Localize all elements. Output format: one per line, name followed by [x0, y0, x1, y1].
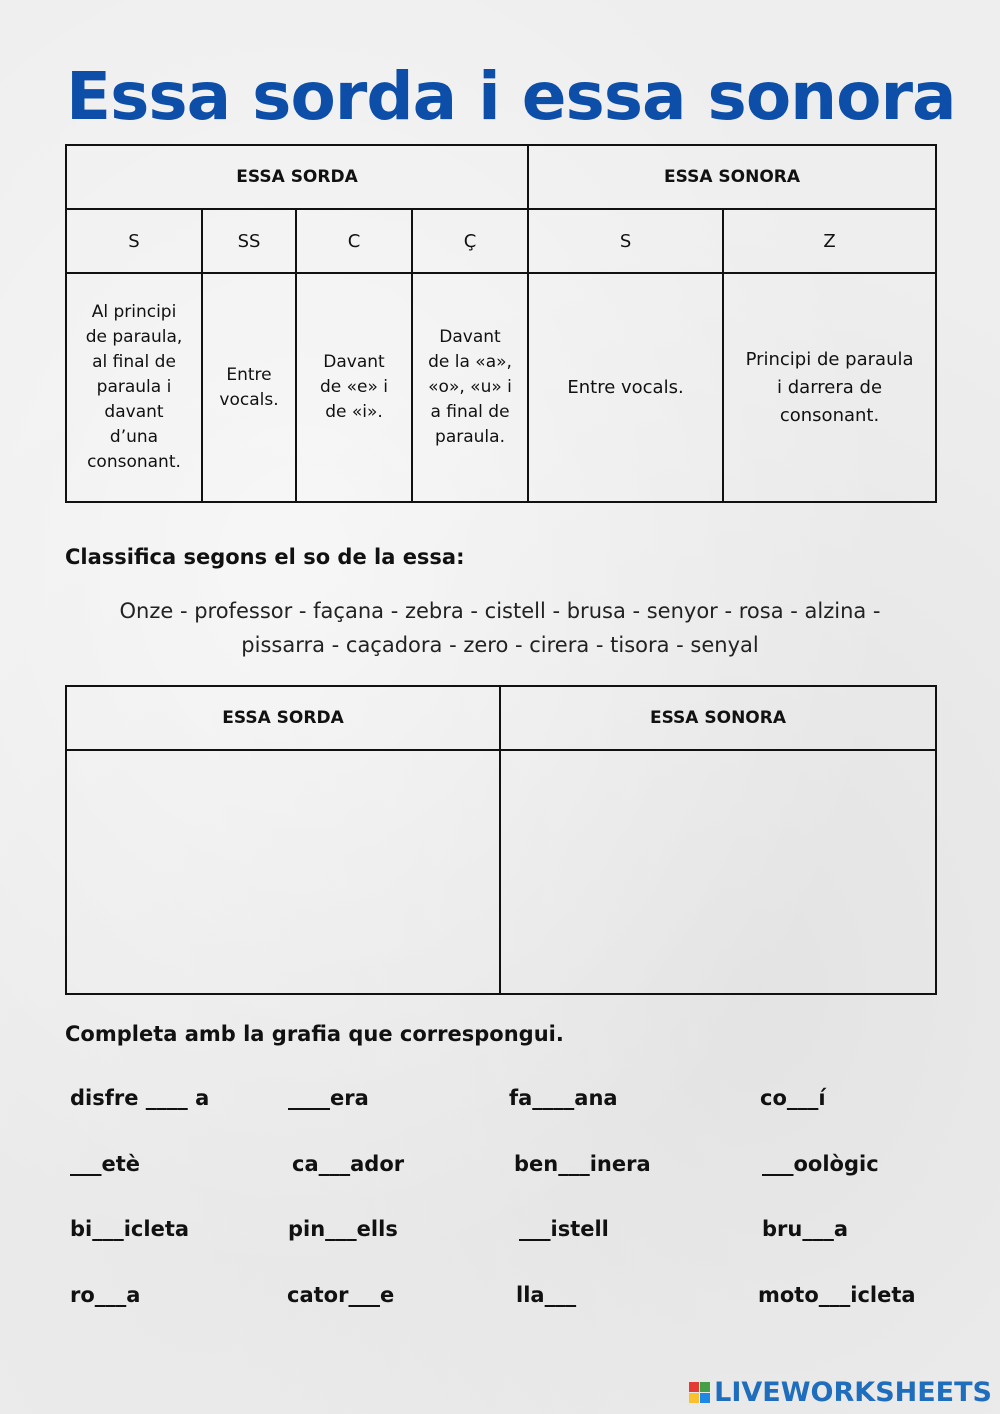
liveworksheets-logo	[689, 1377, 992, 1408]
letter-c-cedilla: Ç	[412, 209, 528, 273]
exercise-item[interactable]: ____era	[288, 1086, 369, 1110]
letter-z: Z	[723, 209, 936, 273]
header-essa-sorda: ESSA SORDA	[66, 145, 528, 209]
rule-description: Entre vocals.	[528, 273, 723, 502]
exercise-item[interactable]: cator___e	[287, 1283, 395, 1307]
exercise-item[interactable]: ___istell	[519, 1217, 609, 1241]
header-essa-sonora: ESSA SONORA	[528, 145, 936, 209]
logo-text: LIVEWORKSHEETS	[714, 1377, 992, 1408]
logo-icon	[689, 1382, 710, 1403]
letter-s-sonora: S	[528, 209, 723, 273]
rule-description: Principi de paraula i darrera de consonant.	[723, 273, 936, 502]
word-list	[65, 594, 935, 662]
exercise-item[interactable]: co___í	[760, 1086, 826, 1110]
rule-description: Davant de «e» i de «i».	[296, 273, 412, 502]
letter-ss: SS	[202, 209, 296, 273]
rule-description: Al principi de paraula, al final de paraula i davant d’una consonant.	[66, 273, 202, 502]
exercise-item[interactable]: bru___a	[762, 1217, 849, 1241]
word-list-line-2: pissarra - caçadora - zero - cirera - tisora - senyal	[241, 633, 759, 657]
complete-heading: Completa amb la grafia que correspongui.	[65, 1022, 564, 1046]
exercise-item[interactable]: ca___ador	[292, 1152, 405, 1176]
classify-answer-sorda[interactable]	[66, 750, 500, 994]
classify-table	[65, 685, 937, 995]
exercise-item[interactable]: bi___icleta	[70, 1217, 190, 1241]
classify-heading: Classifica segons el so de la essa:	[65, 545, 465, 569]
exercise-item[interactable]: moto___icleta	[758, 1283, 916, 1307]
letter-s-sorda: S	[66, 209, 202, 273]
exercise-item[interactable]: disfre ____ a	[70, 1086, 210, 1110]
exercise-item[interactable]: lla___	[516, 1283, 577, 1307]
classify-answer-sonora[interactable]	[500, 750, 936, 994]
rule-description: Davant de la «a», «o», «u» i a final de paraula.	[412, 273, 528, 502]
exercise-item[interactable]: pin___ells	[288, 1217, 398, 1241]
letter-c: C	[296, 209, 412, 273]
exercise-item[interactable]: ro___a	[70, 1283, 141, 1307]
exercise-item[interactable]: ___oològic	[762, 1152, 879, 1176]
classify-header-sonora: ESSA SONORA	[500, 686, 936, 750]
page-title: Essa sorda i essa sonora	[66, 58, 956, 135]
rule-description: Entre vocals.	[202, 273, 296, 502]
exercise-item[interactable]: ben___inera	[514, 1152, 651, 1176]
word-list-line-1: Onze - professor - façana - zebra - cistell - brusa - senyor - rosa - alzina -	[119, 599, 881, 623]
rules-table	[65, 144, 937, 503]
classify-header-sorda: ESSA SORDA	[66, 686, 500, 750]
exercise-item[interactable]: ___etè	[70, 1152, 141, 1176]
exercise-item[interactable]: fa____ana	[509, 1086, 618, 1110]
